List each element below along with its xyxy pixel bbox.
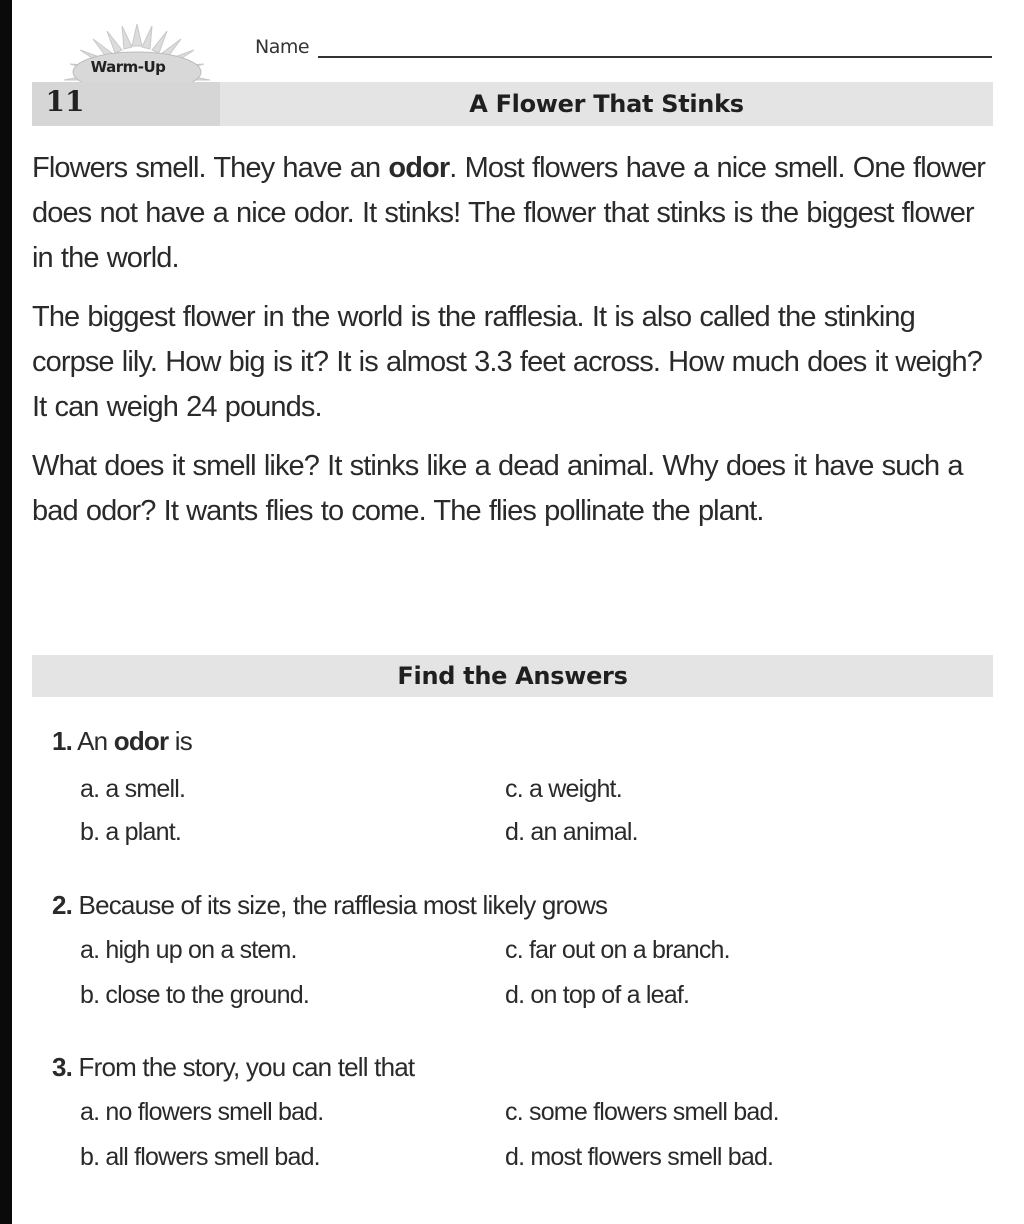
q2-option-a[interactable]: a. high up on a stem. <box>80 936 297 964</box>
q3-option-d[interactable]: d. most flowers smell bad. <box>505 1143 774 1171</box>
q3-option-b[interactable]: b. all flowers smell bad. <box>80 1143 320 1171</box>
name-label: Name <box>255 36 310 58</box>
sunburst-icon <box>52 22 222 90</box>
q2-option-d[interactable]: d. on top of a leaf. <box>505 981 690 1009</box>
q1-option-d[interactable]: d. an animal. <box>505 818 638 846</box>
worksheet-title: A Flower That Stinks <box>469 90 744 118</box>
name-write-line[interactable] <box>318 56 992 58</box>
passage-paragraph-2: The biggest flower in the world is the rafflesia. It is also called the stinking corpse lily. How big is it? It is almost 3.3 feet across. How much does it weigh? It can weigh 24 pounds. <box>32 301 982 423</box>
q3-option-a[interactable]: a. no flowers smell bad. <box>80 1098 324 1126</box>
question-1: 1. An odor is <box>52 726 192 756</box>
question-number: 1. <box>52 726 73 756</box>
passage-paragraph-3: What does it smell like? It stinks like a dead animal. Why does it have such a bad odor? It wants flies to come. The flies pollinate the plant. <box>32 450 963 527</box>
question-2: 2. Because of its size, the rafflesia most likely grows <box>52 890 608 920</box>
q2-option-b[interactable]: b. close to the ground. <box>80 981 309 1009</box>
q3-option-c[interactable]: c. some flowers smell bad. <box>505 1098 779 1126</box>
warmup-number: 11 <box>45 85 85 118</box>
q1-option-c[interactable]: c. a weight. <box>505 775 622 803</box>
vocab-word-odor: odor <box>388 152 450 184</box>
q2-option-c[interactable]: c. far out on a branch. <box>505 936 730 964</box>
find-answers-heading: Find the Answers <box>32 655 993 697</box>
reading-passage <box>32 146 992 548</box>
q1-option-a[interactable]: a. a smell. <box>80 775 186 803</box>
q1-option-b[interactable]: b. a plant. <box>80 818 182 846</box>
passage-paragraph-1: Flowers smell. They have an odor. Most flowers have a nice smell. One flower does not have a nice odor. It stinks! The flower that stinks is the biggest flower in the world. <box>32 152 985 274</box>
left-edge-bar <box>0 0 12 1224</box>
question-number: 2. <box>52 890 73 920</box>
question-number: 3. <box>52 1052 73 1082</box>
warmup-label: Warm-Up <box>90 58 166 76</box>
question-3: 3. From the story, you can tell that <box>52 1052 415 1082</box>
